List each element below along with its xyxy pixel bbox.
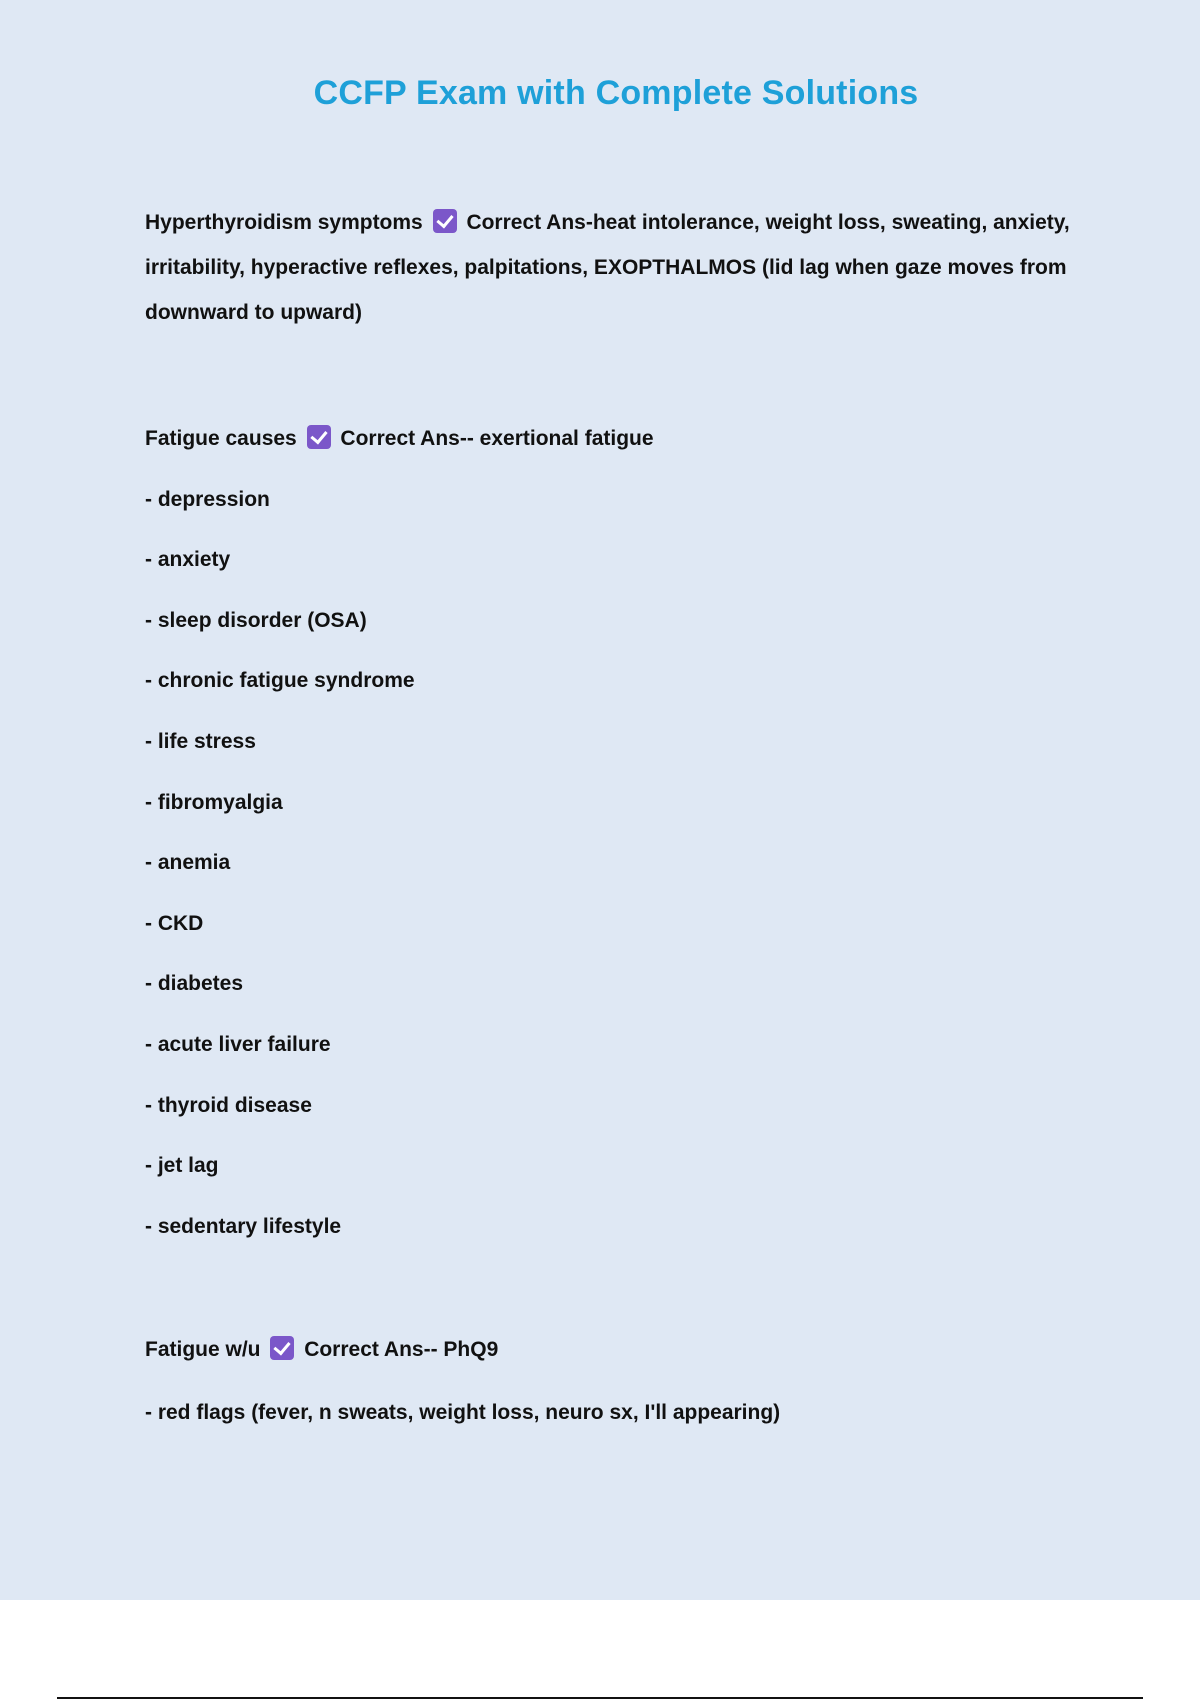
footer-rule — [57, 1697, 1143, 1699]
answer-text: Correct Ans-- exertional fatigue — [340, 427, 654, 450]
list-item: - anxiety — [145, 548, 231, 571]
qa-block-fatigue-causes — [145, 424, 1075, 454]
qa-block-fatigue-workup — [145, 1335, 1075, 1365]
checkbox-checked-icon — [270, 1336, 294, 1360]
list-item: - thyroid disease — [145, 1094, 312, 1117]
checkbox-checked-icon — [307, 425, 331, 449]
list-item: - acute liver failure — [145, 1033, 331, 1056]
list-item: - jet lag — [145, 1154, 219, 1177]
answer-text: Correct Ans-- PhQ9 — [304, 1338, 499, 1361]
question-text: Fatigue causes — [145, 427, 297, 450]
list-item: - chronic fatigue syndrome — [145, 669, 415, 692]
question-text: Hyperthyroidism symptoms — [145, 211, 423, 234]
answer-text: Correct Ans-heat intolerance, weight loss, sweating, anxiety, irritability, hyperactive reflexes, palpitations, EXOPTHALMOS (lid lag when gaze moves from downward to upward) — [145, 211, 1070, 324]
page-title: CCFP Exam with Complete Solutions — [313, 74, 919, 112]
list-item: - fibromyalgia — [145, 791, 283, 814]
list-item: - anemia — [145, 851, 231, 874]
list-item: - CKD — [145, 912, 204, 935]
list-item: - depression — [145, 488, 270, 511]
question-text: Fatigue w/u — [145, 1338, 261, 1361]
qa-block-hyperthyroidism — [145, 200, 1075, 335]
checkbox-checked-icon — [433, 209, 457, 233]
list-item: - red flags (fever, n sweats, weight loss, neuro sx, I'll appearing) — [145, 1401, 781, 1424]
list-item: - diabetes — [145, 972, 244, 995]
list-item: - sedentary lifestyle — [145, 1215, 342, 1238]
list-item: - life stress — [145, 730, 256, 753]
list-item: - sleep disorder (OSA) — [145, 609, 367, 632]
